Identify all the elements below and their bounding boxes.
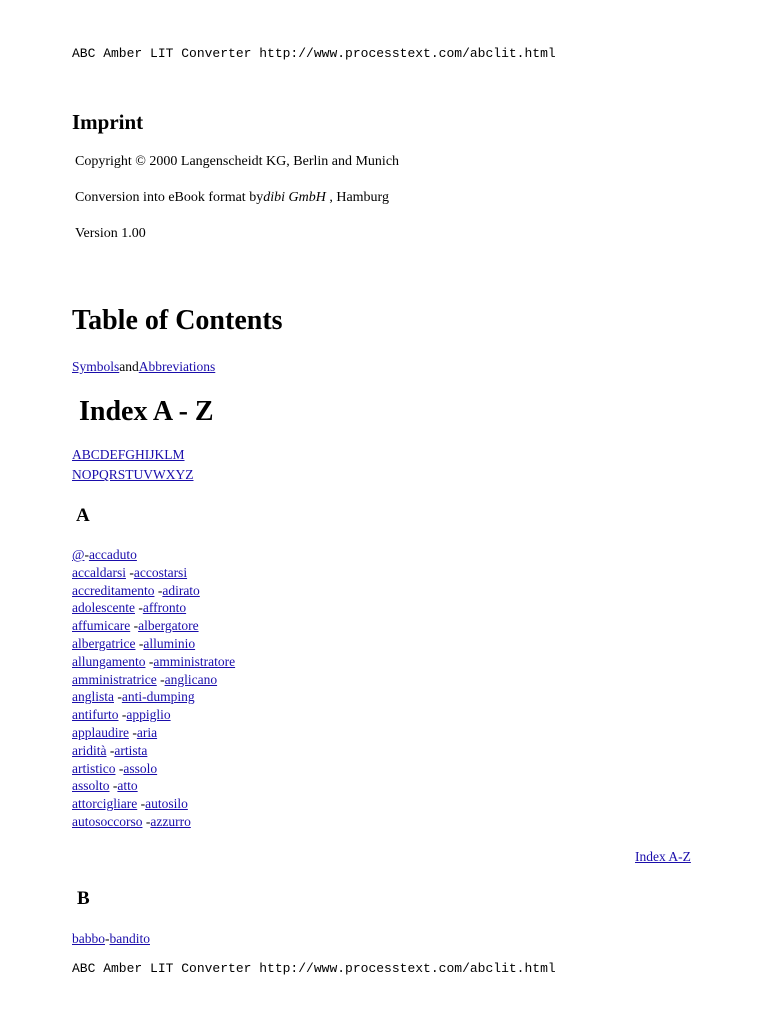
list-item bbox=[72, 617, 235, 635]
letters-link-a-m[interactable]: ABCDEFGHIJKLM bbox=[72, 447, 185, 462]
list-item bbox=[72, 671, 235, 689]
list-item bbox=[72, 930, 150, 948]
section-a-heading: A bbox=[76, 505, 90, 526]
range-end-link[interactable]: amministratore bbox=[153, 653, 236, 669]
range-start-link[interactable]: aridità bbox=[72, 742, 107, 758]
list-item bbox=[72, 688, 235, 706]
range-end-link[interactable]: atto bbox=[117, 778, 138, 794]
range-separator: - bbox=[128, 724, 137, 740]
range-end-link[interactable]: albergatore bbox=[138, 618, 199, 634]
range-end-link[interactable]: alluminio bbox=[143, 635, 196, 651]
range-separator: - bbox=[154, 582, 163, 598]
conversion-suffix: , Hamburg bbox=[325, 190, 389, 205]
back-to-index bbox=[635, 849, 691, 865]
range-separator: - bbox=[135, 635, 144, 651]
range-separator: - bbox=[114, 689, 122, 705]
range-separator: - bbox=[109, 778, 118, 794]
range-start-link[interactable]: accaldarsi bbox=[72, 564, 126, 580]
range-start-link[interactable]: accreditamento bbox=[72, 582, 155, 598]
range-start-link[interactable]: antifurto bbox=[72, 707, 119, 723]
range-start-link[interactable]: @ bbox=[72, 547, 85, 562]
index-letters-line2 bbox=[72, 467, 194, 483]
and-text: and bbox=[119, 359, 139, 374]
list-item bbox=[72, 724, 235, 742]
footer-banner: ABC Amber LIT Converter http://www.processtext.com/abclit.html bbox=[72, 961, 556, 976]
range-start-link[interactable]: babbo bbox=[72, 931, 105, 946]
range-separator: - bbox=[105, 931, 110, 946]
range-end-link[interactable]: adirato bbox=[162, 582, 200, 598]
range-start-link[interactable]: assolto bbox=[72, 778, 110, 794]
section-a-list bbox=[72, 546, 235, 831]
list-item bbox=[72, 564, 235, 582]
header-banner: ABC Amber LIT Converter http://www.processtext.com/abclit.html bbox=[72, 46, 556, 61]
range-end-link[interactable]: accostarsi bbox=[133, 564, 188, 580]
toc-links bbox=[72, 359, 215, 375]
range-separator: - bbox=[106, 742, 115, 758]
range-separator: - bbox=[118, 707, 127, 723]
list-item bbox=[72, 742, 235, 760]
range-start-link[interactable]: anglista bbox=[72, 689, 114, 705]
range-separator: - bbox=[142, 813, 151, 829]
range-end-link[interactable]: assolo bbox=[123, 760, 158, 776]
conversion-text bbox=[75, 190, 389, 206]
symbols-link[interactable]: Symbols bbox=[72, 359, 120, 374]
range-separator: - bbox=[84, 547, 89, 562]
index-a-z-link[interactable]: Index A-Z bbox=[635, 849, 691, 864]
range-end-link[interactable]: autosilo bbox=[145, 796, 188, 812]
range-start-link[interactable]: autosoccorso bbox=[72, 813, 143, 829]
range-start-link[interactable]: applaudire bbox=[72, 724, 129, 740]
letters-link-n-z[interactable]: NOPQRSTUVWXYZ bbox=[72, 467, 194, 482]
list-item bbox=[72, 760, 235, 778]
list-item bbox=[72, 653, 235, 671]
range-end-link[interactable]: artista bbox=[114, 742, 148, 758]
toc-heading: Table of Contents bbox=[72, 305, 283, 336]
conversion-company: dibi GmbH bbox=[263, 190, 326, 205]
abbreviations-link[interactable]: Abbreviations bbox=[138, 359, 216, 374]
copyright-text: Copyright © 2000 Langenscheidt KG, Berlin and Munich bbox=[75, 154, 400, 169]
range-start-link[interactable]: adolescente bbox=[72, 600, 135, 616]
range-separator: - bbox=[115, 760, 124, 776]
range-separator: - bbox=[156, 671, 165, 687]
conversion-prefix: Conversion into eBook format by bbox=[75, 190, 264, 205]
range-end-link[interactable]: azzurro bbox=[150, 813, 191, 829]
version-text: Version 1.00 bbox=[75, 226, 146, 241]
list-item bbox=[72, 599, 235, 617]
range-end-link[interactable]: bandito bbox=[109, 931, 150, 946]
index-heading: Index A - Z bbox=[79, 396, 214, 427]
range-start-link[interactable]: affumicare bbox=[72, 618, 131, 634]
range-separator: - bbox=[137, 796, 146, 812]
list-item bbox=[72, 777, 235, 795]
range-end-link[interactable]: aria bbox=[136, 724, 158, 740]
imprint-heading: Imprint bbox=[72, 110, 144, 134]
section-b-heading: B bbox=[77, 888, 90, 909]
range-start-link[interactable]: albergatrice bbox=[72, 635, 136, 651]
range-separator: - bbox=[125, 564, 134, 580]
range-start-link[interactable]: allungamento bbox=[72, 653, 146, 669]
range-separator: - bbox=[130, 618, 139, 634]
range-start-link[interactable]: artistico bbox=[72, 760, 116, 776]
range-end-link[interactable]: affronto bbox=[142, 600, 187, 616]
range-end-link[interactable]: appiglio bbox=[126, 707, 171, 723]
list-item bbox=[72, 795, 235, 813]
range-separator: - bbox=[134, 600, 143, 616]
range-end-link[interactable]: anti-dumping bbox=[121, 689, 195, 705]
section-b-list bbox=[72, 930, 150, 948]
range-start-link[interactable]: amministratrice bbox=[72, 671, 157, 687]
range-start-link[interactable]: attorcigliare bbox=[72, 796, 138, 812]
range-end-link[interactable]: accaduto bbox=[88, 547, 137, 562]
index-letters-line1 bbox=[72, 447, 185, 463]
list-item bbox=[72, 546, 235, 564]
list-item bbox=[72, 813, 235, 831]
list-item bbox=[72, 706, 235, 724]
list-item bbox=[72, 582, 235, 600]
list-item bbox=[72, 635, 235, 653]
range-separator: - bbox=[145, 653, 154, 669]
range-end-link[interactable]: anglicano bbox=[164, 671, 218, 687]
